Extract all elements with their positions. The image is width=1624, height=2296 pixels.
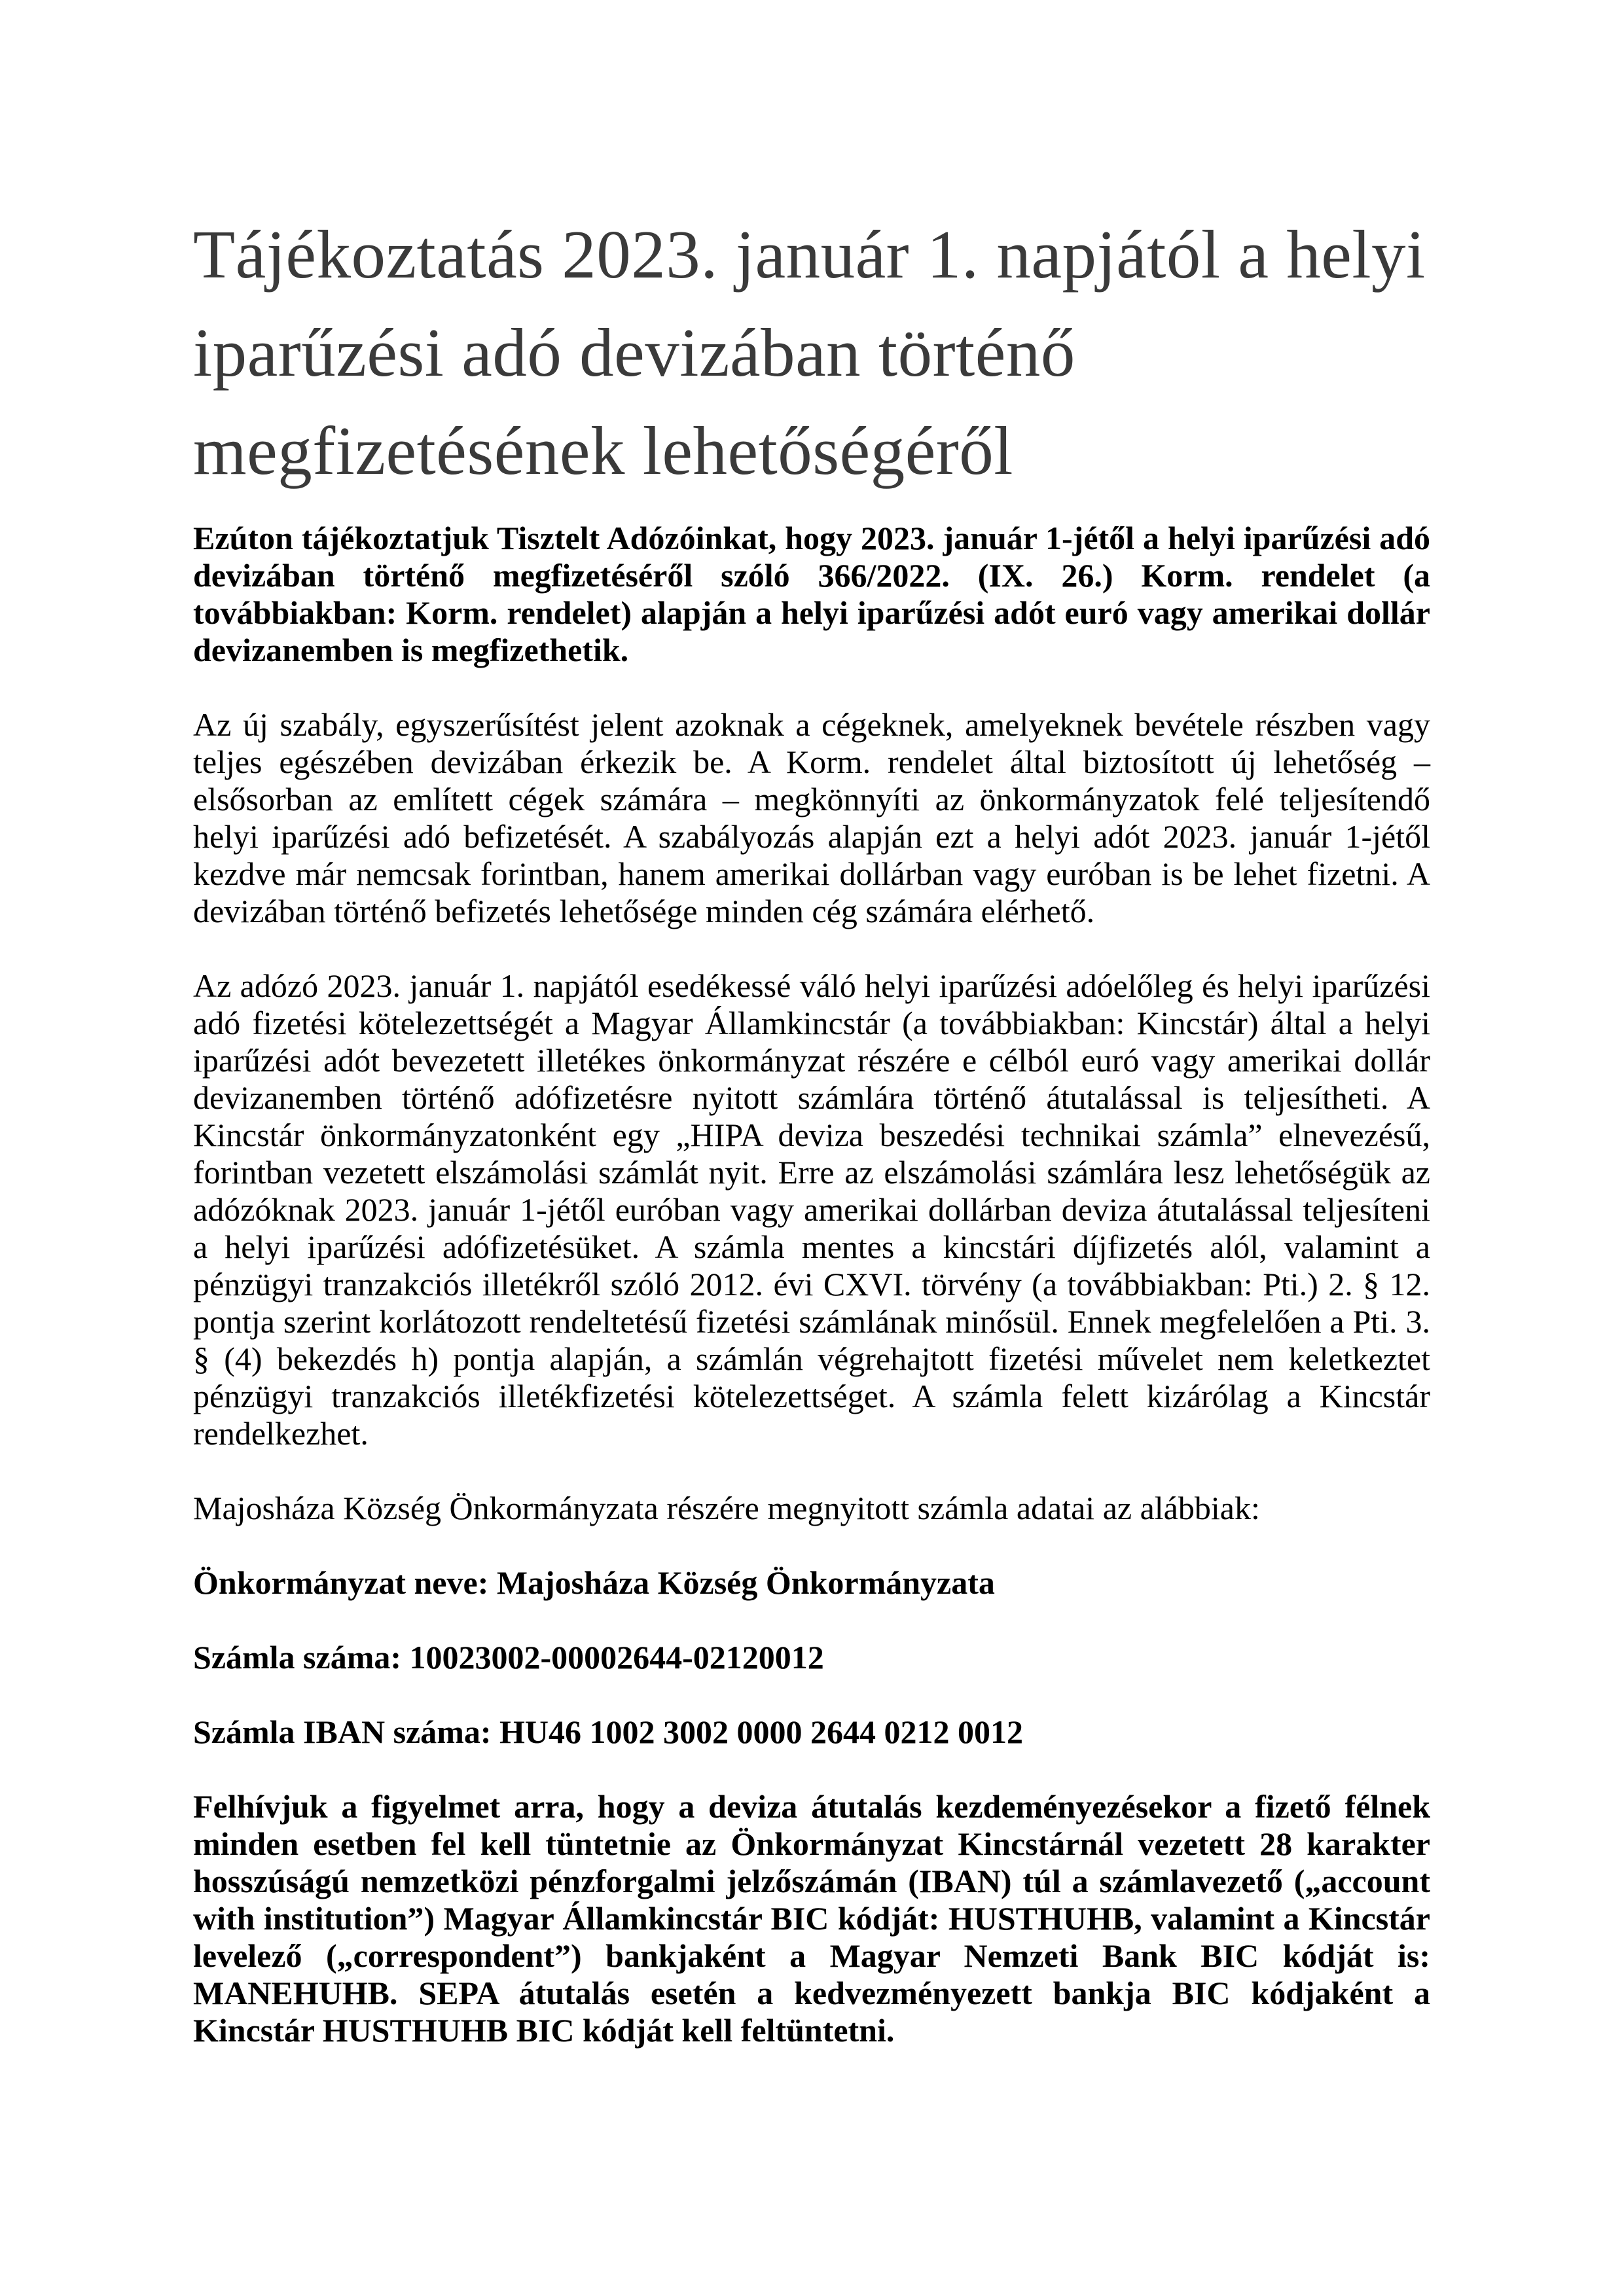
paragraph-account-data-intro: Majosháza Község Önkormányzata részére megnyitott számla adatai az alábbiak: [193, 1490, 1260, 1526]
line-account-iban: Számla IBAN száma: HU46 1002 3002 0000 2644 0212 0012 [193, 1713, 1024, 1750]
line-account-number: Számla száma: 10023002-00002644-02120012 [193, 1639, 824, 1676]
document-title-line-1: Tájékoztatás 2023. január 1. napjától a helyi [193, 216, 1426, 293]
line-municipality-name: Önkormányzat neve: Majosháza Község Önkormányzata [193, 1564, 995, 1601]
paragraph-treasury-account: Az adózó 2023. január 1. napjától esedékessé váló helyi iparűzési adóelőleg és helyi iparűzési adó fizetési kötelezettségét a Magyar Államkincstár (a továbbiakban: Kincstár) által a helyi iparűzési adót bevezetett illetékes önkormányzat részére e célból euró vagy amerikai dollár devizanemben történő adófizetésre nyitott számlára történő átutalással is teljesítheti. A Kincstár önkormányzatonként egy „HIPA deviza beszedési technikai számla” elnevezésű, forintban vezetett elszámolási számlát nyit. Erre az elszámolási számlára lesz lehetőségük az adózóknak 2023. január 1-jétől euróban vagy amerikai dollárban deviza átutalással teljesíteni a helyi iparűzési adófizetésüket. A számla mentes a kincstári díjfizetés alól, valamint a pénzügyi tranzakciós illetékről szóló 2012. évi CXVI. törvény (a továbbiakban: Pti.) 2. § 12. pontja szerint korlátozott rendeltetésű fizetési számlának minősül. Ennek megfelelően a Pti. 3. § (4) bekezdés h) pontja alapján, a számlán végrehajtott fizetési művelet nem keletkeztet pénzügyi tranzakciós illetékfizetési kötelezettséget. A számla felett kizárólag a Kincstár rendelkezhet. [193, 967, 1430, 1452]
document-title [193, 206, 1430, 500]
paragraph-new-rule: Az új szabály, egyszerűsítést jelent azoknak a cégeknek, amelyeknek bevétele részben vagy teljes egészében devizában érkezik be. A Korm. rendelet által biztosított új lehetőség – elsősorban az említett cégek számára – megkönnyíti az önkormányzatok felé teljesítendő helyi iparűzési adó befizetését. A szabályozás alapján ezt a helyi adót 2023. január 1-jétől kezdve már nemcsak forintban, hanem amerikai dollárban vagy euróban is be lehet fizetni. A devizában történő befizetés lehetősége minden cég számára elérhető. [193, 706, 1430, 929]
document-title-line-2: iparűzési adó devizában történő [193, 314, 1075, 391]
paragraph-intro: Ezúton tájékoztatjuk Tisztelt Adózóinkat, hogy 2023. január 1-jétől a helyi iparűzési adó devizában történő megfizetéséről szóló 366/2022. (IX. 26.) Korm. rendelet (a továbbiakban: Korm. rendelet) alapján a helyi iparűzési adót euró vagy amerikai dollár devizanemben is megfizethetik. [193, 520, 1430, 668]
document-title-line-3: megfizetésének lehetőségéről [193, 412, 1013, 489]
paragraph-bic-instructions: Felhívjuk a figyelmet arra, hogy a deviza átutalás kezdeményezésekor a fizető félnek minden esetben fel kell tüntetnie az Önkormányzat Kincstárnál vezetett 28 karakter hosszúságú nemzetközi pénzforgalmi jelzőszámán (IBAN) túl a számlavezető („account with institution”) Magyar Államkincstár BIC kódját: HUSTHUHB, valamint a Kincstár levelező („correspondent”) bankjaként a Magyar Nemzeti Bank BIC kódját is: MANEHUHB. SEPA átutalás esetén a kedvezményezett bankja BIC kódjaként a Kincstár HUSTHUHB BIC kódját kell feltüntetni. [193, 1788, 1430, 2049]
